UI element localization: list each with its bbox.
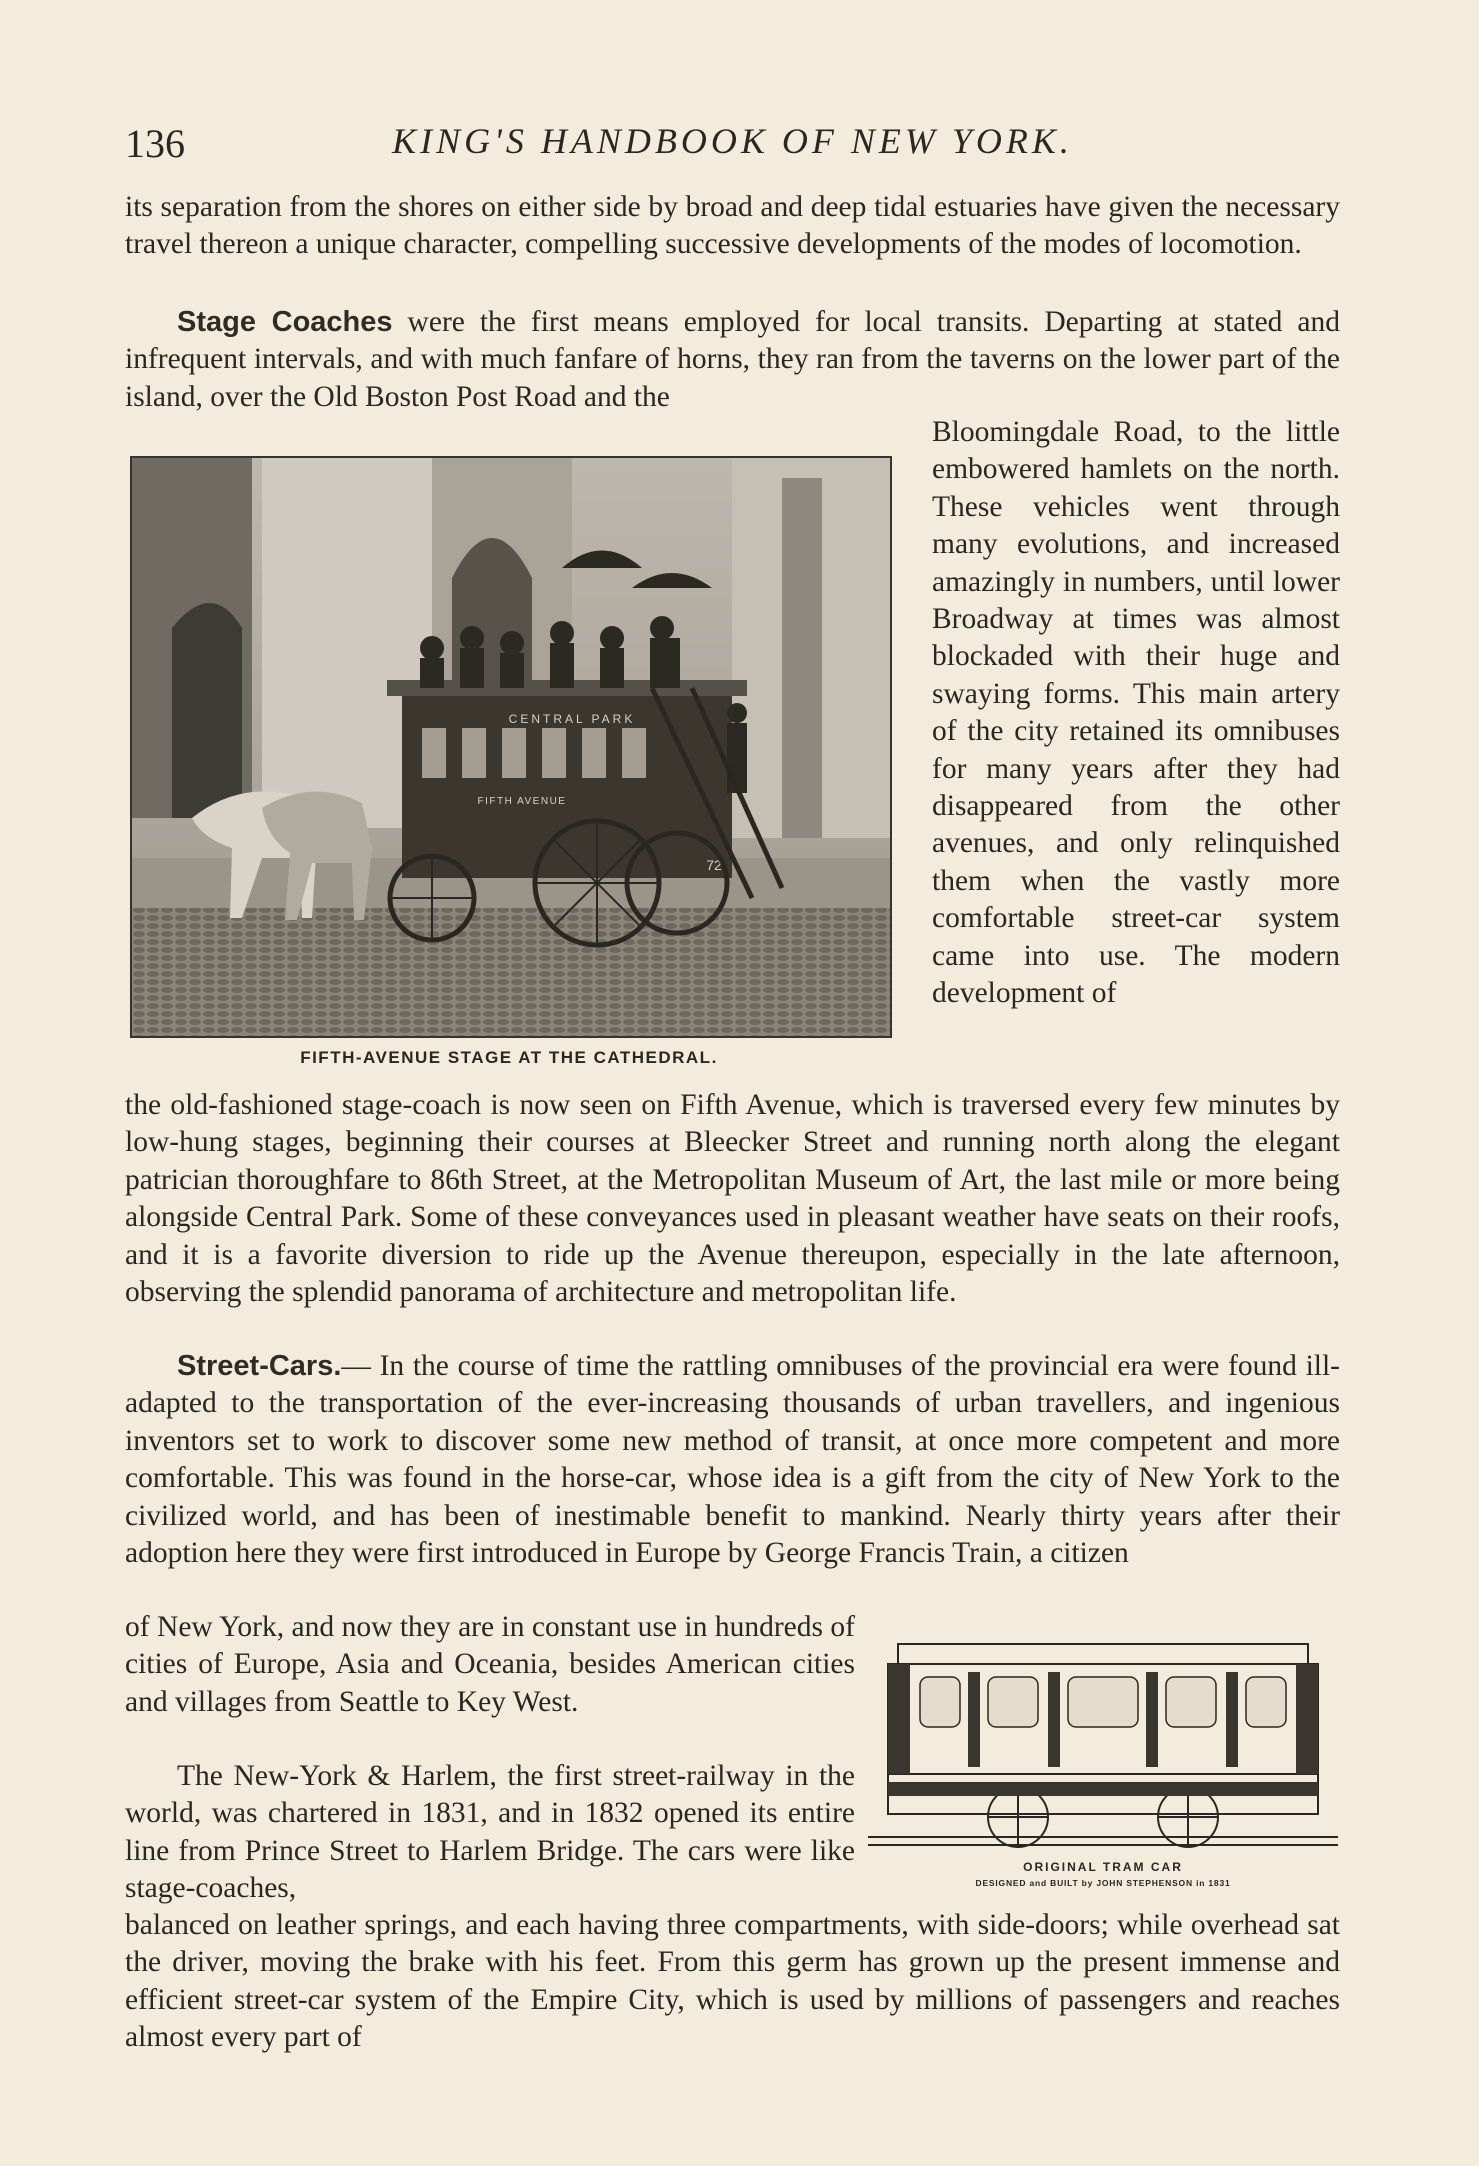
coach-sign-top: CENTRAL PARK	[508, 712, 636, 726]
running-title: KING'S HANDBOOK OF NEW YORK.	[392, 121, 1073, 161]
fifth-avenue-stage-photo	[130, 456, 892, 1038]
street-cars-after-text: balanced on leather springs, and each having three compartments, with side-doors; while overhead sat the driver, moving the brake with his feet. From this germ has grown up the present immense and efficient street-car system of the Empire City, which is used by millions of passengers and reaches almost every part of	[125, 1909, 1340, 2054]
street-cars-continuation	[125, 1907, 1340, 2057]
photo-caption: FIFTH-AVENUE STAGE AT THE CATHEDRAL.	[300, 1048, 718, 1067]
street-cars-left-text-1: of New York, and now they are in constant use in hundreds of cities of Europe, Asia and Oceania, besides American cities and villages from Seattle to Key West.	[125, 1611, 855, 1718]
intro-text: its separation from the shores on either side by broad and deep tidal estuaries have given the necessary travel thereon a unique character, compelling successive developments of the modes of locomotion.	[125, 191, 1340, 261]
stage-coaches-text: were the first means employed for local transits. Departing at stated and infrequent intervals, and with much fanfare of horns, they ran from the taverns on the lower part of the island, over the Old Boston Post Road and the	[125, 306, 1341, 413]
original-tram-car-illustration	[868, 1632, 1338, 1862]
stage-coaches-continuation	[125, 1087, 1340, 1311]
street-cars-side-text-2	[125, 1758, 855, 1908]
street-cars-paragraph	[125, 1348, 1340, 1572]
tram-subcaption: DESIGNED and BUILT by JOHN STEPHENSON in 1831	[975, 1878, 1231, 1888]
street-cars-left-text-2: The New-York & Harlem, the first street-railway in the world, was chartered in 1831, and in 1832 opened its entire line from Prince Street to Harlem Bridge. The cars were like stage-coaches,	[125, 1760, 855, 1905]
stage-coaches-side-text	[932, 414, 1340, 1013]
street-cars-side-text-1	[125, 1609, 855, 1721]
page-header	[125, 120, 1340, 180]
street-cars-text: — In the course of time the rattling omnibuses of the provincial era were found ill-adapted to the transportation of the ever-increasing thousands of urban travellers, and ingenious inventors set to work to discover some new method of transit, at once more competent and more comfortable. This was found in the horse-car, whose idea is a gift from the city of New York to the civilized world, and has been of inestimable benefit to mankind. Nearly thirty years after their adoption here they were first introduced in Europe by George Francis Train, a citizen	[125, 1350, 1340, 1570]
stage-coaches-paragraph	[125, 304, 1340, 416]
stage-coach-illustration	[132, 458, 890, 1036]
page-number: 136	[125, 121, 185, 166]
tram-caption: ORIGINAL TRAM CAR	[1023, 1860, 1183, 1874]
intro-paragraph	[125, 189, 1340, 264]
stage-after-text: the old-fashioned stage-coach is now seen on Fifth Avenue, which is traversed every few minutes by low-hung stages, beginning their courses at Bleecker Street and running north along the elegant patrician thoroughfare to 86th Street, at the Metropolitan Museum of Art, the last mile or more being alongside Central Park. Some of these conveyances used in pleasant weather have seats on their roofs, and it is a favorite diversion to ride up the Avenue thereupon, especially in the late afternoon, observing the splendid panorama of architecture and metropolitan life.	[125, 1089, 1340, 1309]
coach-number: 72	[706, 857, 722, 873]
street-cars-heading: Street-Cars.	[177, 1350, 342, 1382]
stage-coaches-heading: Stage Coaches	[177, 306, 393, 338]
tram-car-drawing	[868, 1632, 1338, 1862]
stage-side-text: Bloomingdale Road, to the little embowered hamlets on the north. These vehicles went through many evolutions, and increased amazingly in numbers, until lower Broadway at times was almost blockaded with their huge and swaying forms. This main artery of the city retained its omnibuses for many years after they had disappeared from the other avenues, and only relinquished them when the vastly more comfortable street-car system came into use. The modern development of	[932, 416, 1340, 1010]
coach-sign-side: FIFTH AVENUE	[477, 796, 567, 807]
